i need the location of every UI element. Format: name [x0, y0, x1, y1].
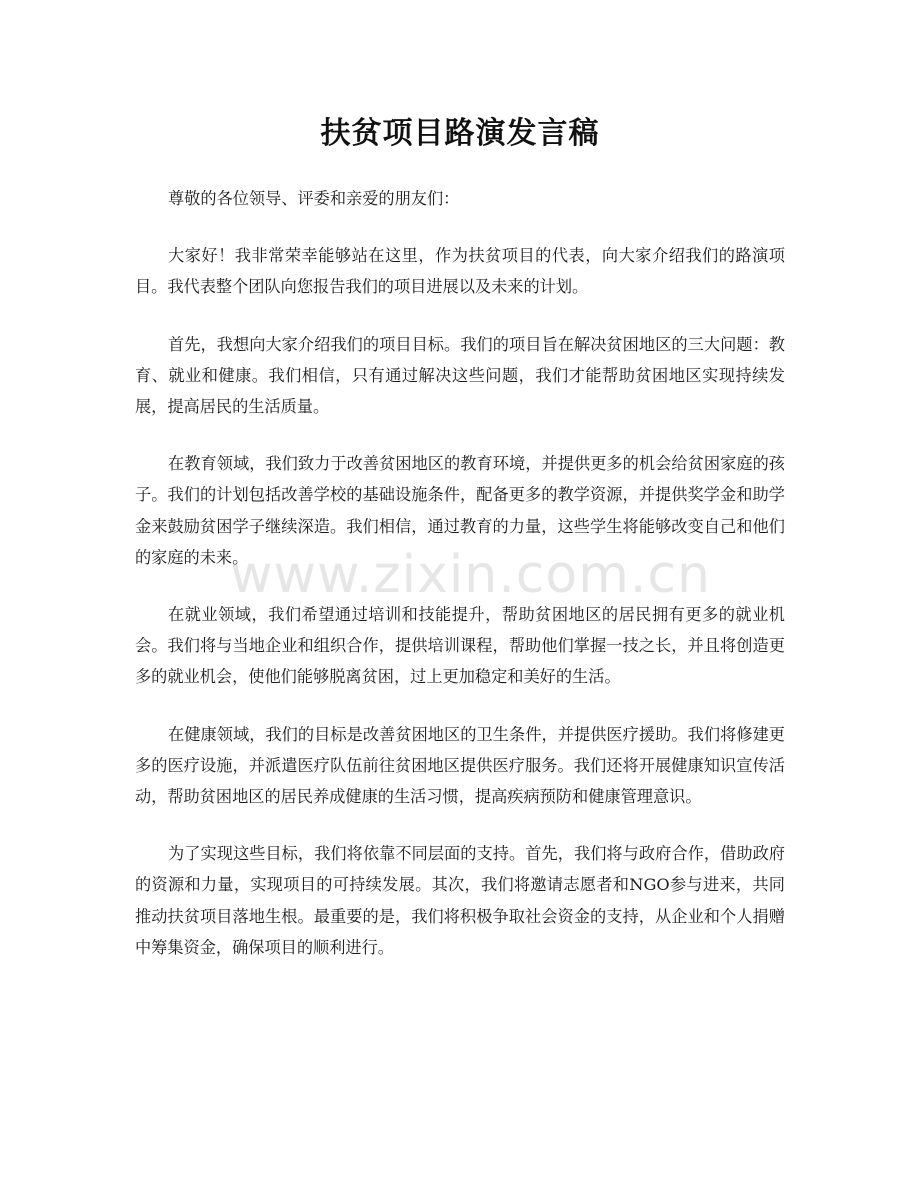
paragraph-health: 在健康领域，我们的目标是改善贫困地区的卫生条件，并提供医疗援助。我们将修建更多的医疗设施，并派遣医疗队伍前往贫困地区提供医疗服务。我们还将开展健康知识宣传活动，帮助贫困地区的居民养成健康的生活习惯，提高疾病预防和健康管理意识。	[135, 724, 785, 807]
paragraph-employment: 在就业领域，我们希望通过培训和技能提升，帮助贫困地区的居民拥有更多的就业机会。我们将与当地企业和组织合作，提供培训课程，帮助他们掌握一技之长，并且将创造更多的就业机会，使他们能够脱离贫困，过上更加稳定和美好的生活。	[135, 605, 785, 687]
watermark: www.zixin.com.cn	[230, 545, 711, 605]
paragraph-goals: 首先，我想向大家介绍我们的项目目标。我们的项目旨在解决贫困地区的三大问题：教育、就业和健康。我们相信，只有通过解决这些问题，我们才能帮助贫困地区实现持续发展，提高居民的生活质量。	[135, 334, 785, 417]
document-body	[135, 183, 785, 989]
paragraph-support: 为了实现这些目标，我们将依靠不同层面的支持。首先，我们将与政府合作，借助政府的资源和力量，实现项目的可持续发展。其次，我们将邀请志愿者和NGO参与进来，共同推动扶贫项目落地生根。最重要的是，我们将积极争取社会资金的支持，从企业和个人捐赠中筹集资金，确保项目的顺利进行。	[135, 844, 785, 957]
paragraph-greeting: 尊敬的各位领导、评委和亲爱的朋友们：	[168, 189, 460, 208]
paragraph-intro: 大家好！我非常荣幸能够站在这里，作为扶贫项目的代表，向大家介绍我们的路演项目。我代表整个团队向您报告我们的项目进展以及未来的计划。	[135, 246, 785, 297]
paragraph-education: 在教育领域，我们致力于改善贫困地区的教育环境，并提供更多的机会给贫困家庭的孩子。我们的计划包括改善学校的基础设施条件，配备更多的教学资源，并提供奖学金和助学金来鼓励贫困学子继续深造。我们相信，通过教育的力量，这些学生将能够改变自己和他们的家庭的未来。	[135, 454, 785, 567]
document-title: 扶贫项目路演发言稿	[320, 116, 600, 151]
